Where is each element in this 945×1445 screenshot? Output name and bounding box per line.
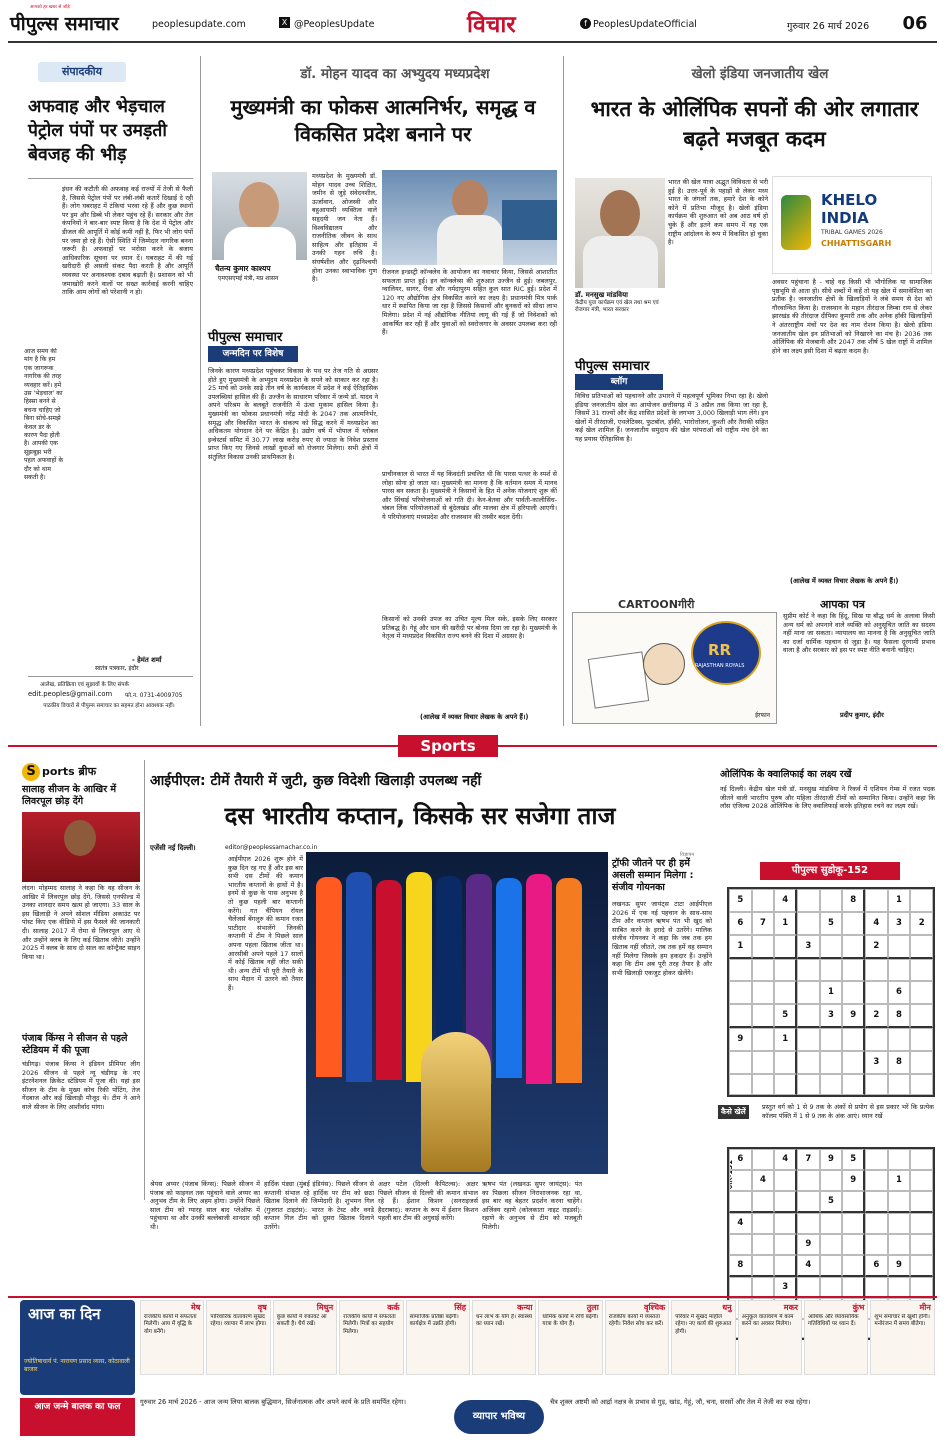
sudoku-cell: 4 [752,1170,775,1191]
right-author-name: डॉ. मनसुख मांडविया [575,291,628,299]
middle-col2: जिनके कारण मध्यप्रदेश पहुंचकर विकास के पथ पर तेज गति से अग्रसर होते हुए मुख्यमंत्री के अभ्युदय मध्यप्रदेश के सपने को साकार कर रहा है। 25 मार्च को उनके साढ़े तीन वर्ष के कार्यकाल में प्रदेश ने कई ऐतिहासिक उपलब्धियां हासिल की हैं। उज्जैन के साधारण परिवार में जन्मे डॉ. यादव ने अपने परिश्रम के बलबूते राजनीति में ऊंचा मुकाम हासिल किया है। मुख्यमंत्री का फोकस प्रधानमंत्री नरेंद्र मोदी के 2047 तक आत्मनिर्भर, समृद्ध और विकसित भारत के संकल्प को सिद्ध करने में मध्यप्रदेश का अधिकतम योगदान देने पर केंद्रित है। उद्योग वर्ष में भोपाल में ग्लोबल इन्वेस्टर्स समिट में 30.77 लाख करोड़ रुपए से ज्यादा के निवेश प्रस्ताव प्राप्त किए गए जिनसे लाखों युवाओं को रोजगार मिलेगा। सभी क्षेत्रों में संतुलित विकास उनकी प्राथमिकता है। [208,367,378,461]
rashifal-daily: गुरुवार 26 मार्च 2026 - आज जन्म लिया बालक बुद्धिमान, सिर्जनात्मक और अपने कार्य के प्रति समर्पित रहेगा। [140,1398,406,1406]
middle-col4: प्राचीनकाल से भारत में यह किंवदंती प्रचलित थी कि पारस पत्थर के स्पर्श से लोहा सोना हो जाता था। मुख्यमंत्री का मानना है कि वर्तमान समय में मानव पारस बन सकता है। मुख्यमंत्री ने किसानों के हित में अनेक योजनाएं शुरू कीं और सिंचाई परियोजनाओं को गति दी। केन-बेतवा और पार्वती-कालीसिंध-चंबल लिंक परियोजनाओं से बुंदेलखंड और मालवा क्षेत्र में हरियाली आएगी। ये परियोजनाएं मध्यप्रदेश और राजस्थान की तस्वीर बदल देंगी। [382,470,557,521]
sudoku-cell[interactable]: 1 [888,889,911,912]
rashi-text: आर्थिक और व्यावसायिक गतिविधियों पर ध्यान दें। [808,1314,859,1328]
rashi-name: कुंभ [852,1303,865,1312]
brief2-body: चंडीगढ़। पंजाब किंग्स ने इंडियन प्रीमियर लीग 2026 सीजन से पहले न्यू चंडीगढ़ के नए इंटरनेशनल क्रिकेट स्टेडियम में पूजा की। यहां इस सीजन के टीम के मुख्य कोच रिकी पोंटिंग, तेज गेंदबाज और कई खिलाड़ी मौजूद थे। टीम ने आने वाले सीजन के लिए आशीर्वाद मांगा। [22,1060,140,1111]
rashi-name: मेष [190,1303,201,1312]
sudoku-cell[interactable] [774,935,797,959]
rashi-card [605,1300,669,1375]
sudoku-cell: 8 [729,1255,752,1277]
sudoku-cell[interactable] [910,1028,933,1051]
sudoku-cell [910,1277,933,1298]
sudoku-cell [888,1191,911,1213]
sudoku-cell [865,1149,888,1170]
sudoku-cell[interactable] [729,959,752,981]
sudoku-cell[interactable] [888,1028,911,1051]
editorial-label: संपादकीय [38,62,126,82]
sudoku-cell[interactable]: 8 [842,889,865,912]
sudoku-cell [774,1191,797,1213]
ipl-col4: अक्षर पटेल (दिल्ली कैपिटल्स): अक्षर पिछले सीजन से दिल्ली की कमान संभाल रहे हैं। ईशान किशन (सनराइजर्स हैदराबाद): कप्तान के रूप में ईशान किशन पहली बार टीम की अगुवाई करेंगे। [378,1180,478,1223]
editorial-author-place: स्वतंत्र पत्रकार, इंदौर [95,665,139,672]
col-divider-2 [563,56,564,726]
sudoku-cell[interactable]: 3 [865,1051,888,1074]
page-number: 06 [902,13,928,34]
sudoku-cell[interactable]: 6 [888,981,911,1004]
middle-note: (आलेख में व्यक्त विचार लेखक के अपने हैं।) [420,713,529,721]
sudoku-cell [820,1213,843,1234]
sudoku-cell [752,1149,775,1170]
rashi-name: वृष [257,1303,267,1312]
sudoku-cell[interactable]: 3 [797,935,820,959]
rashifal-rule [8,1296,937,1298]
sudoku-cell[interactable] [865,981,888,1004]
sudoku-cell: 9 [888,1255,911,1277]
rashi-text: धन लाभ के योग हैं। स्वास्थ्य का ध्यान रखें। [476,1314,533,1328]
sudoku-cell[interactable] [729,1051,752,1074]
rashi-card [406,1300,470,1375]
sudoku-cell[interactable] [865,1028,888,1051]
sudoku-cell[interactable]: 3 [820,1004,843,1028]
sudoku-cell [729,1234,752,1255]
sudoku-rules: प्रस्तुत वर्ग को 1 से 9 तक के अंकों से प्रयोग से इस प्रकार भरें कि प्रत्येक कॉलम पंक्ति में 1 से 9 तक के अंक आएं। ध्यान रखें [762,1103,934,1120]
sudoku-cell[interactable] [910,1051,933,1074]
cm-photo [382,170,557,265]
sudoku-cell[interactable]: 6 [729,912,752,935]
sudoku-cell: 3 [774,1277,797,1298]
sudoku-cell[interactable] [797,912,820,935]
sudoku-cell[interactable] [842,912,865,935]
rashi-card [472,1300,536,1375]
sudoku-cell [752,1234,775,1255]
sudoku-cell [910,1213,933,1234]
sudoku-cell: 4 [774,1149,797,1170]
sudoku-cell[interactable]: 2 [865,1004,888,1028]
ipl-col5: ऋषभ पंत (लखनऊ सुपर जायंट्स): पंत का पिछला सीजन निराशाजनक रहा था, इस बार वह बेहतर प्रदर्शन करना चाहेंगे। अजिंक्य रहाणे (कोलकाता नाइट राइडर्स): रहाणे के अनुभव से टीम को मजबूती मिलेगी। [482,1180,582,1231]
sudoku-cell: 5 [842,1149,865,1170]
sports-brief-s: S [22,763,40,781]
sudoku-cell [774,1170,797,1191]
rashifal-title: आज का दिन [28,1305,101,1323]
sudoku-cell[interactable] [842,1051,865,1074]
cartoon-artist: ईरफान [755,712,770,719]
cartoon-panel [572,612,777,724]
right-note: (आलेख में व्यक्त विचार लेखक के अपने हैं।) [790,577,899,585]
sudoku-cell [842,1191,865,1213]
sudoku-cell[interactable]: 7 [752,912,775,935]
sudoku-cell[interactable]: 1 [774,912,797,935]
sudoku-cell [797,1170,820,1191]
sudoku-cell[interactable] [752,1028,775,1051]
sudoku-cell [888,1234,911,1255]
sudoku-cell[interactable]: 8 [888,1004,911,1028]
sudoku-cell [910,1191,933,1213]
sudoku-cell [865,1170,888,1191]
sudoku-cell [752,1277,775,1298]
author-photo-right [575,178,665,288]
sudoku-cell [910,1255,933,1277]
right-tag: ब्लॉग [575,374,663,390]
rashi-name: धनु [722,1303,732,1312]
sudoku-cell[interactable]: 3 [888,912,911,935]
website-link[interactable]: peoplesupdate.com [152,19,246,30]
sudoku-cell[interactable] [910,1074,933,1096]
sudoku-cell[interactable]: 1 [729,935,752,959]
sudoku-cell[interactable] [752,889,775,912]
sports-brief-label: ports ब्रीफ [42,765,97,778]
rashi-text: राजकीय कार्यों में सफलता मिलेगी। मित्रों का सहयोग मिलेगा। [343,1314,396,1335]
sudoku-title: पीपुल्स सुडोकू-152 [760,862,900,880]
sudoku-cell [910,1234,933,1255]
right-brand: पीपुल्स समाचार [575,359,650,374]
middle-col3: रीजनल इन्डस्ट्री कॉन्क्लेव के आयोजन का नवाचार किया, जिससे आशातीत सफलता प्राप्त हुई। इन कॉन्क्लेव्स की शुरुआत उज्जैन से हुई। जबलपुर, ग्वालियर, सागर, रीवा और नर्मदापुरम सहित कुल सात RIC हुई। प्रदेश में 120 नए औद्योगिक क्षेत्र विकसित करने का लक्ष्य है। प्रधानमंत्री मित्र पार्क धार में स्थापित किया जा रहा है जिससे किसानों और बुनकरों को सीधा लाभ मिलेगा। प्रदेश में नई औद्योगिक नीतियां लागू की गई हैं जो निवेशकों को आकर्षित कर रही हैं और युवाओं को स्वरोजगार के अवसर उपलब्ध करा रही हैं। [382,268,557,337]
rashifal-grid [140,1300,937,1375]
middle-kicker: डॉ. मोहन यादव का अभ्युदय मध्यप्रदेश [300,66,490,82]
sudoku-cell [752,1255,775,1277]
rashi-name: मकर [783,1303,798,1312]
sudoku-cell [820,1170,843,1191]
sudoku-cell [910,1149,933,1170]
sudoku-cell: 6 [865,1255,888,1277]
middle-author-role: एमएसएमई मंत्री, मप्र शासन [218,275,279,282]
rashi-card [738,1300,802,1375]
ipl-col2: श्रेयस अय्यर (पंजाब किंग्स): पिछले सीजन में पंजाब को फाइनल तक पहुंचाने वाले अय्यर का अनुभव टीम के लिए अहम होगा। उन्होंने पिछले साल टीम को ग्यारह साल बाद प्लेऑफ में पहुंचाया था और उनकी बल्लेबाजी शानदार रही थी। [150,1180,260,1231]
rashi-text: परिवार में सुखद माहौल रहेगा। नए कार्य की शुरुआत होगी। [675,1314,732,1335]
ipl-kicker: आईपीएल: टीमें तैयारी में जुटी, कुछ विदेशी खिलाड़ी उपलब्ध नहीं [150,773,482,789]
rashi-name: कन्या [517,1303,533,1312]
sudoku-cell[interactable]: 2 [865,935,888,959]
sudoku-cell[interactable]: 5 [729,889,752,912]
sudoku-cell[interactable] [752,1051,775,1074]
rashi-text: सामाजिक प्रतिष्ठा बढ़ेगी। कार्यक्षेत्र में उन्नति होगी। [409,1314,459,1328]
sudoku-cell [842,1277,865,1298]
rashi-text: धार्मिक कार्यों में रुचि बढ़ेगी। यात्रा के योग हैं। [542,1314,599,1328]
sudoku-cell[interactable] [910,935,933,959]
sudoku-cell[interactable] [797,889,820,912]
sudoku-cell[interactable] [820,889,843,912]
sudoku-cell [842,1234,865,1255]
editorial-author: - हेमंत शर्मा [132,656,162,664]
sudoku-cell[interactable] [910,889,933,912]
sudoku-cell[interactable] [910,959,933,981]
sudoku-cell: 1 [888,1170,911,1191]
sudoku-cell [888,1277,911,1298]
rashi-text: पारिवारिक वातावरण सुखद रहेगा। व्यापार में लाभ होगा। [210,1314,267,1328]
sudoku-cell [774,1234,797,1255]
middle-headline: मुख्यमंत्री का फोकस आत्मनिर्भर, समृद्ध व विकसित प्रदेश बनाने पर [230,95,536,146]
rashi-text: शुभ समाचार से खुशी होगी। मनोरंजन में समय बीतेगा। [874,1314,930,1328]
twitter-icon: X [279,17,290,28]
olympic-headline: ओलिंपिक के क्वालिफाई का लक्ष्य रखें [720,769,852,780]
letter-body: सुप्रीम कोर्ट ने कहा कि हिंदू, सिख या बौद्ध धर्म के अलावा किसी अन्य धर्म को अपनाने वाले व्यक्ति को अनुसूचित जाति का सदस्य नहीं माना जा सकता। न्यायालय का मानना है कि अनुसूचित जाति का दर्जा धार्मिक पहचान से जुड़ा है। यह फैसला दूरगामी प्रभाव वाला है और सरकार को इस पर स्पष्ट नीति बनानी चाहिए। [783,612,935,655]
twitter-handle[interactable]: @PeoplesUpdate [294,19,375,30]
sudoku-cell[interactable]: 4 [865,912,888,935]
brief2-headline: पंजाब किंग्स ने सीजन से पहले स्टेडियम में की पूजा [22,1033,128,1056]
sudoku-cell[interactable]: 5 [774,1004,797,1028]
answer-label: उत्तर-151 [726,1159,735,1190]
sudoku-cell [842,1255,865,1277]
sudoku-cell[interactable] [888,959,911,981]
sudoku-cell[interactable] [729,981,752,1004]
header-logo: पीपुल्स समाचार [10,13,119,35]
khelo-logo-line3: TRIBAL GAMES 2026 [821,229,883,236]
khelo-logo-line4: CHHATTISGARH [821,239,892,248]
sudoku-cell [752,1213,775,1234]
sports-banner: Sports [398,735,498,757]
sudoku-cell[interactable] [797,1004,820,1028]
sudoku-grid[interactable] [727,887,935,1097]
rashi-card [538,1300,602,1375]
ipl-byline: एजेंसी नई दिल्ली। [150,844,196,852]
sudoku-cell[interactable] [888,1074,911,1096]
header-date: गुरुवार 26 मार्च 2026 [787,21,870,32]
sudoku-cell[interactable] [910,981,933,1004]
sudoku-cell[interactable] [842,935,865,959]
editorial-disclaimer: पाठकीय विचारों से पीपुल्स समाचार का सहमत होना आवश्यक नहीं। [43,703,175,709]
sudoku-cell[interactable] [865,889,888,912]
sudoku-cell[interactable] [774,959,797,981]
sudoku-cell [729,1191,752,1213]
sudoku-cell[interactable] [820,1028,843,1051]
sudoku-cell[interactable] [774,1074,797,1096]
editorial-footer-rule [28,676,193,677]
letter-author: प्रदीप कुमार, इंदौर [840,711,884,719]
right-author-role: केंद्रीय युवा कार्यक्रम एवं खेल तथा श्रम एवं रोजगार मंत्री, भारत सरकार [575,300,659,313]
salah-photo [22,812,140,882]
editorial-headline: अफवाह और भेड़चाल पेट्रोल पंपों पर उमड़ती बेवजह की भीड़ [28,97,167,165]
sudoku-cell[interactable] [752,1074,775,1096]
right-col1: भारत की खेल यात्रा अद्भुत विविधता से भरी हुई है। उत्तर-पूर्व के पहाड़ों से लेकर मध्य भारत के जंगलों तक, हमारे देश के कोने कोने में प्रतिभा मौजूद है। खेलो इंडिया कार्यक्रम की शुरुआत को अब आठ वर्ष हो चुके हैं और इतने कम समय में यह एक राष्ट्रीय आंदोलन के रूप में विकसित हो चुका है। [668,178,768,247]
rashi-name: सिंह [454,1303,466,1312]
khelo-logo-line2: INDIA [821,209,869,227]
sudoku-cell[interactable]: 5 [820,912,843,935]
rashi-name: कर्क [387,1303,400,1312]
sudoku-cell[interactable] [842,1074,865,1096]
sudoku-cell[interactable] [888,935,911,959]
rr-brand: RR [708,641,732,659]
ipl-captains-photo [306,852,608,1174]
sudoku-cell[interactable] [752,981,775,1004]
sudoku-cell: 4 [797,1255,820,1277]
birth-label: आज जन्मे बालक का फल [20,1398,135,1436]
sudoku-cell [865,1234,888,1255]
sudoku-cell [888,1213,911,1234]
sudoku-cell [729,1170,752,1191]
letter-title: आपका पत्र [820,598,865,611]
sudoku-cell [888,1149,911,1170]
sudoku-cell[interactable]: 4 [774,889,797,912]
editorial-rule [28,178,193,179]
sudoku-cell[interactable] [865,1074,888,1096]
sudoku-cell[interactable]: 8 [888,1051,911,1074]
biz-text: चैत्र शुक्ल अष्टमी को आर्द्रा नक्षत्र के प्रभाव से गुड़, खांड, गेहूं, जौ, चना, सरसों और तेल में तेजी का रुख रहेगा। [550,1398,811,1406]
sudoku-cell [820,1277,843,1298]
rashi-name: तुला [586,1303,599,1312]
ipl-trophy [421,1032,491,1172]
sudoku-cell[interactable] [865,959,888,981]
header-rule [8,41,937,43]
sudoku-cell: 9 [820,1149,843,1170]
ipl-headline: दस भारतीय कप्तान, किसके सर सजेगा ताज [224,802,616,830]
sudoku-cell[interactable] [797,1028,820,1051]
sudoku-cell [797,1213,820,1234]
sudoku-cell[interactable] [820,959,843,981]
ipl-email[interactable]: editor@peoplessamachar.co.in [225,844,318,851]
sudoku-cell [865,1277,888,1298]
sudoku-cell: 7 [797,1149,820,1170]
biz-label: व्यापार भविष्य [454,1400,544,1434]
sudoku-cell [842,1213,865,1234]
sudoku-cell [729,1277,752,1298]
facebook-icon: f [580,18,591,29]
rashi-text: राजकीय कार्यों में सफलता मिलेगी। आय में वृद्धि के योग बनेंगे। [144,1314,197,1335]
rashi-text: कुछ कार्यों में रुकावट आ सकती है। धैर्य रखें। [276,1314,327,1328]
sudoku-cell[interactable] [842,1028,865,1051]
sudoku-cell[interactable] [797,1074,820,1096]
ipl-col3: हार्दिक पंड्या (मुंबई इंडियंस): पिछले सीजन से कप्तानी संभाल रहे हार्दिक पर टीम को छठा खिताब दिलाने की जिम्मेदारी है। शुभमन गिल (गुजरात टाइटंस): भारत के टेस्ट और वनडे कप्तान गिल टीम को दूसरा खिताब दिलाने उतरेंगे। [264,1180,374,1231]
sudoku-cell[interactable] [729,1004,752,1028]
middle-author-name: चैतन्य कुमार काश्यप [215,264,271,273]
right-col2: विविध प्रतिभाओं को पहचानने और उभारने में महत्वपूर्ण भूमिका निभा रहा है। खेलो इंडिया जनजातीय खेल का आयोजन छत्तीसगढ़ में 3 अप्रैल तक किया जा रहा है, जिसमें 31 राज्यों और केंद्र शासित प्रदेशों के लगभग 3,000 खिलाड़ी भाग लेंगे। इन खेलों में तीरंदाजी, एथलेटिक्स, फुटबॉल, हॉकी, भारोत्तोलन, कुश्ती और तैराकी सहित कई खेल शामिल हैं। जनजातीय समुदाय की खेल परंपराओं को राष्ट्रीय मंच देने का यह प्रयास ऐतिहासिक है। [575,392,768,443]
kaise-khele-label: कैसे खेलें [718,1105,749,1119]
khelo-logo-line1: KHELO [821,191,878,209]
right-col3: अवसर पहुंचाना है - चाहे वह किसी भी भौगोलिक या सामाजिक पृष्ठभूमि से आता हो। सीधे शब्दों में कहें तो यह खेल में समावेशिता का प्रतीक है। जनजातीय क्षेत्रों के खिलाड़ियों ने लंबे समय से देश को गौरवान्वित किया है। राजस्थान के महान तीरंदाज लिम्बा राम से लेकर झारखंड की तीरंदाज दीपिका कुमारी तक और अनेक हॉकी खिलाड़ियों ने अंतरराष्ट्रीय मंचों पर देश का नाम रोशन किया है। खेलो इंडिया जनजातीय खेल इन प्रतिभाओं को निखारने का मंच है। 2036 तक ओलिंपिक की मेजबानी और 2047 तक शीर्ष 5 खेल राष्ट्रों में शामिल होने का लक्ष्य इसी दिशा में बढ़ता कदम है। [772,278,932,355]
sudoku-cell[interactable]: 9 [842,1004,865,1028]
sudoku-cell: 6 [729,1149,752,1170]
sudoku-cell[interactable]: 2 [910,912,933,935]
rashi-card [140,1300,204,1375]
goenka-quote-headline: ट्रॉफी जीतने पर ही हमें असली सम्मान मिलेगा : संजीव गोयनका [612,858,694,893]
sudoku-cell[interactable] [774,1051,797,1074]
sudoku-cell [774,1213,797,1234]
sudoku-cell[interactable]: 9 [729,1028,752,1051]
photo-caption: विज्ञापन [680,852,695,858]
sudoku-cell [797,1191,820,1213]
sudoku-cell[interactable] [752,1004,775,1028]
right-headline: भारत के ओलिंपिक सपनों की ओर लगातार बढ़ते मजबूत कदम [590,97,919,151]
sudoku-cell[interactable] [820,935,843,959]
brief1-headline: सालाह सीजन के आखिर में लिवरपूल छोड़ देंगे [22,784,117,807]
sudoku-cell[interactable] [797,981,820,1004]
rashi-card [870,1300,934,1375]
rashifal-box [20,1300,135,1395]
sudoku-cell[interactable] [820,1051,843,1074]
sudoku-cell: 4 [729,1213,752,1234]
sudoku-cell: 5 [820,1191,843,1213]
sudoku-cell[interactable] [797,1051,820,1074]
cartoon-title: CARTOONगीरी [618,598,695,611]
runner-icon [781,195,811,250]
sudoku-cell [820,1234,843,1255]
sudoku-cell [774,1255,797,1277]
rashi-card [206,1300,270,1375]
sudoku-cell[interactable] [910,1004,933,1028]
sudoku-cell[interactable]: 1 [820,981,843,1004]
sudoku-cell[interactable] [842,959,865,981]
sudoku-cell[interactable] [729,1074,752,1096]
facebook-handle[interactable]: PeoplesUpdateOfficial [593,19,697,30]
rashi-name: वृश्चिक [644,1303,666,1312]
rashi-card [339,1300,403,1375]
rashi-text: राजकीय कार्यों में व्यस्तता रहेगी। निवेश सोच कर करें। [608,1314,664,1328]
sudoku-cell[interactable] [797,959,820,981]
rashifal-sub: ज्योतिषाचार्य पं. नारायण प्रसाद व्यास, कोठावाली बाजार [24,1358,130,1373]
sudoku-cell [910,1170,933,1191]
goenka-quote-body: लखनऊ सुपर जायंट्स टाटा आईपीएल 2026 में एक नई पहचान के साथ-साथ टीम और कप्तान ऋषभ पंत भी खुद को साबित करने के इरादे से उतरेंगे। मालिक संजीव गोयनका ने कहा कि जब तक हम खिताब नहीं जीतते, तब तक हमें वह सम्मान नहीं मिलेगा जिसके हम हकदार हैं। उन्होंने कहा कि टीम अब पूरी तरह तैयार है और सभी खिलाड़ी एकजुट होकर खेलेंगे। [612,900,712,977]
editorial-email[interactable]: edit.peoples@gmail.com [28,690,113,698]
khelo-india-logo [772,176,932,274]
sudoku-cell [865,1213,888,1234]
editorial-footer-note: आलेख, प्रतिक्रिया एवं सुझावों के लिए संपर्क [40,682,129,688]
rashi-card [671,1300,735,1375]
col-divider-3 [144,760,145,1200]
col-divider-1 [200,56,201,726]
middle-col1: मध्यप्रदेश के मुख्यमंत्री डॉ. मोहन यादव उच्च शिक्षित, जमीन से जुड़े संवेदनशील, ऊर्जावान, ओजस्वी और बहुआयामी व्यक्तित्व वाले सहृदयी जन नेता हैं। विश्वविद्यालय और राजनीतिक जीवन के साथ साहित्य और इतिहास में उनकी गहन रुचि है। संघर्षशील और दृढ़निश्चयी होना उनका स्वाभाविक गुण है। [312,172,377,284]
header-slogan: आपको हर खबर से जोड़े [30,5,70,10]
sudoku-cell [797,1277,820,1298]
sudoku-cell[interactable] [774,981,797,1004]
sudoku-cell: 9 [797,1234,820,1255]
middle-col4b: किसानों को उनकी उपज का उचित मूल्य मिल सके, इसके लिए सरकार प्रतिबद्ध है। गेहूं और धान की खरीदी पर बोनस दिया जा रहा है। मुख्यमंत्री के नेतृत्व में मध्यप्रदेश विकसित राज्य बनने की दिशा में अग्रसर है। [382,615,557,641]
brief1-body: लंदन। मोहम्मद सालाह ने कहा कि वह सीजन के आखिर में लिवरपूल छोड़ देंगे, जिससे एनफील्ड में उनका शानदार समय खत्म हो जाएगा। 33 साल के इस खिलाड़ी ने अपने सोशल मीडिया अकाउंट पर पोस्ट किए एक वीडियो में इस फैसले की जानकारी दी। सालाह 2017 में रोमा से लिवरपूल आए थे और उन्होंने क्लब के लिए कई खिताब जीते। उन्होंने 2025 में क्लब के साथ दो साल का कॉन्ट्रैक्ट साइन किया था। [22,884,140,961]
right-kicker: खेलो इंडिया जनजातीय खेल [691,66,829,82]
sudoku-cell [865,1191,888,1213]
rashi-name: मीन [919,1303,931,1312]
rashi-name: मिथुन [316,1303,334,1312]
section-title: विचार [467,12,516,38]
ipl-col1: आईपीएल 2026 शुरू होने में कुछ दिन रह गए हैं और इस बार सभी दस टीमों की कमान भारतीय कप्तानों के हाथों में है। इनमें से कुछ के पास अनुभव है तो कुछ पहली बार कप्तानी करेंगे। गत चैंपियन रॉयल चैलेंजर्स बेंगलुरु की कमान रजत पाटीदार संभालेंगे जिनकी कप्तानी में टीम ने पिछले साल अपना पहला खिताब जीता था। आरसीबी अपने पहले 17 सालों में कोई खिताब नहीं जीत सकी थी। अन्य टीमें भी पूरी तैयारी के साथ मैदान में उतरने को तैयार हैं। [228,855,303,992]
rashi-text: अनुकूल वातावरण में काम करने का अवसर मिलेगा। [741,1314,794,1328]
editorial-body: इंधन की कटौती की अफवाह कई राज्यों में तेजी से फैली है, जिससे पेट्रोल पंपों पर लंबी-लंबी कतारें दिखाई दे रही हैं। लोग घबराहट में टंकियां भरवा रहे हैं और कुछ स्थानों पर ड्रम और डिब्बे भी लेकर पहुंच रहे हैं। सरकार और तेल कंपनियों ने बार-बार स्पष्ट किया है कि देश में पेट्रोल और डीजल की आपूर्ति में कोई कमी नहीं है, फिर भी लोग पंपों पर जमा हो रहे हैं। ऐसी स्थिति में जिम्मेदार नागरिक बनना जरूरी है। अफवाहों पर भरोसा करने के बजाय आधिकारिक सूचना पर ध्यान दें। घबराहट में की गई खरीदारी ही असली संकट पैदा करती है और आपूर्ति व्यवस्था पर अनावश्यक दबाव बढ़ाती है। प्रशासन को भी जमाखोरी करने वालों पर सख्त कार्रवाई करनी चाहिए ताकि आम लोगों को परेशानी न हो। [62,185,193,297]
rashi-card [804,1300,868,1375]
rashi-card [273,1300,337,1375]
sudoku-cell: 9 [842,1170,865,1191]
editorial-pullquote: आज समय की मांग है कि हम एक जागरूक नागरिक की तरह व्यवहार करें। हमें उस 'भेड़चाल' का हिस्सा बनने से बचना चाहिए जो बिना सोचे-समझे केवल डर के कारण पैदा होती है। आपकी एक सूझबूझ भरी पहल अफवाहों के दौर को थाम सकती है। [24,348,64,482]
rr-team: RAJASTHAN ROYALS [695,663,745,669]
sudoku-cell[interactable] [820,1074,843,1096]
sudoku-cell[interactable] [752,935,775,959]
sudoku-cell[interactable]: 1 [774,1028,797,1051]
editorial-fax: फो.न. 0731-4009705 [125,693,183,699]
sudoku-cell[interactable] [842,981,865,1004]
sudoku-cell [752,1191,775,1213]
middle-special-label: जन्मदिन पर विशेष [208,346,298,362]
olympic-body: नई दिल्ली। केंद्रीय खेल मंत्री डॉ. मनसुख मांडविया ने रिकर्व में एशियन गेम्स में रजत पदक जीतने वाली भारतीय पुरुष और महिला तीरंदाजी टीमों को सम्मानित किया। उन्होंने कहा कि लॉस एंजिल्स 2028 ओलिंपिक के लिए क्वालिफाई करके इतिहास रचने का लक्ष्य रखें। [720,785,935,811]
sudoku-cell[interactable] [752,959,775,981]
author-photo-middle [212,172,307,260]
middle-brand: पीपुल्स समाचार [208,330,283,345]
sudoku-cell [820,1255,843,1277]
